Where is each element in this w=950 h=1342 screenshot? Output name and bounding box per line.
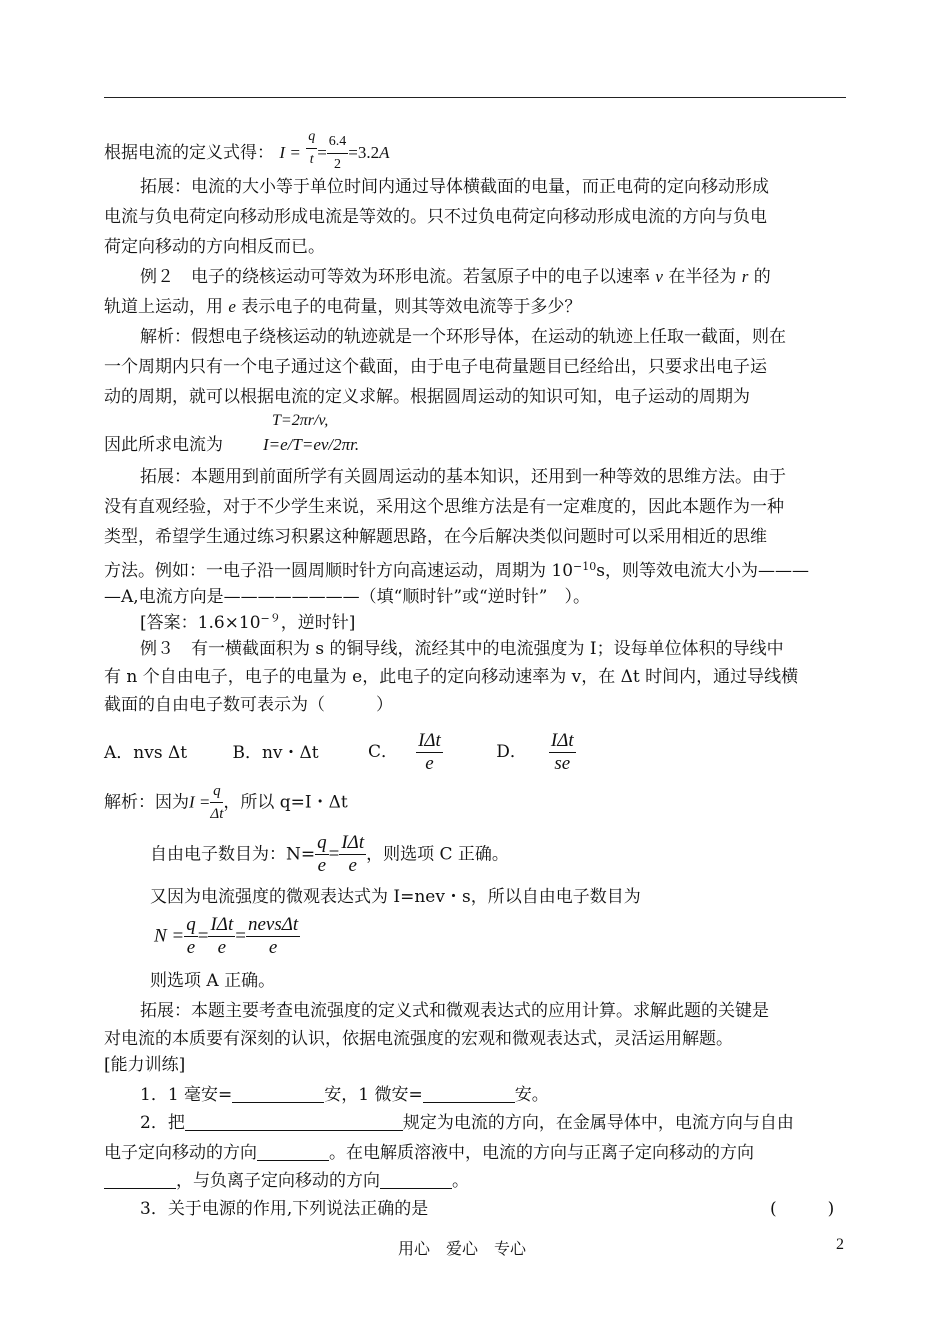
frac-num: q [210, 780, 223, 803]
current-line [104, 434, 359, 456]
frac-den: 2 [334, 157, 342, 172]
eq-lhs: I = [279, 143, 301, 162]
example3-line2: 有 n 个自由电子，电子的电量为 e，此电子的定向移动速率为 v，在 Δt 时间内，通过导线横 [104, 667, 799, 687]
frac-den: t [309, 152, 314, 167]
definition-line: 根据电流的定义式得： I = $\frac{q}{t}$ = $\frac{6.4}{2}$ =3.2A [104, 131, 390, 176]
ext1-line1: 拓展：电流的大小等于单位时间内通过导体横截面的电量，而正电荷的定向移动形成 [140, 177, 769, 197]
example2-line1 [140, 266, 771, 288]
frac-den: e [268, 937, 278, 958]
exponent: −９ [260, 612, 281, 625]
text: [答案：1.6×10 [140, 613, 261, 633]
text: 电子定向移动的方向 [104, 1143, 257, 1163]
footer-motto: 用心 爱心 专心 [398, 1239, 527, 1258]
choice-a-correct: 则选项 A 正确。 [150, 971, 276, 991]
answer-blank[interactable] [423, 1086, 515, 1103]
frac-num: q [317, 832, 327, 853]
text: 规定为电流的方向，在金属导体中，电流方向与自由 [402, 1113, 794, 1133]
frac-den: e [217, 937, 227, 958]
exponent: −10 [573, 560, 597, 573]
frac-num: 6.4 [327, 131, 349, 154]
question-2-line3 [104, 1170, 469, 1192]
ext3-line1: 拓展：本题主要考查电流强度的定义式和微观表达式的应用计算。求解此题的关键是 [140, 1001, 769, 1021]
period-equation: T=2πr/v, [272, 412, 329, 429]
frac-num: q [306, 126, 317, 149]
text: 的 [748, 267, 771, 287]
text: 。在电解质溶液中，电流的方向与正离子定向移动的方向 [329, 1143, 754, 1163]
frac-den: se [554, 753, 571, 774]
answer-blank[interactable] [380, 1172, 452, 1189]
answer-blank[interactable] [257, 1144, 329, 1161]
sol2-line3: 动的周期，就可以根据电流的定义求解。根据圆周运动的知识可知，电子运动的周期为 [104, 387, 750, 407]
text: ，所以 q=I・Δt [223, 792, 348, 813]
text: 解析：因为 [104, 792, 189, 813]
frac-den: Δt [210, 806, 224, 822]
text: 安。 [514, 1085, 549, 1105]
example2-line2 [104, 296, 581, 318]
text: s，则等效电流大小为——— [596, 561, 809, 581]
frac-num: nevsΔt [247, 914, 299, 935]
ext2-line2: 没有直观经验，对于不少学生来说，采用这个思维方法是有一定难度的，因此本题作为一种 [104, 497, 784, 517]
question-2-line2 [104, 1142, 754, 1164]
question-1 [140, 1084, 549, 1106]
text: 安，1 微安= [324, 1085, 423, 1105]
text: 因此所求电流为 [104, 435, 223, 455]
answer-blank[interactable] [232, 1086, 324, 1103]
sol2-line1: 解析：假想电子绕核运动的轨迹就是一个环形导体，在运动的轨迹上任取一截面，则在 [140, 327, 786, 347]
text: 2．把 [140, 1113, 185, 1133]
eq-lhs: N = [154, 925, 185, 947]
text: 。 [452, 1171, 469, 1191]
question-3: 3．关于电源的作用,下列说法正确的是 [140, 1199, 429, 1219]
text: 表示电子的电荷量，则其等效电流等于多少？ [235, 297, 582, 317]
var: r [741, 267, 749, 286]
text: 1．1 毫安= [140, 1085, 233, 1105]
text: ，则选项 C 正确。 [366, 844, 509, 865]
text: 方法。例如：一电子沿一圆周顺时针方向高速运动，周期为 10 [104, 561, 574, 581]
option-c [368, 730, 443, 775]
frac-den: e [425, 753, 434, 774]
eq-lhs: I = [189, 792, 211, 812]
answer-blank[interactable] [185, 1114, 403, 1131]
ext1-line3: 荷定向移动的方向相反而已。 [104, 237, 325, 257]
text: 轨道上运动，用 [104, 297, 229, 317]
page-number: 2 [836, 1236, 844, 1253]
ext2-line1: 拓展：本题用到前面所学有关圆周运动的基本知识，还用到一种等效的思维方法。由于 [140, 467, 786, 487]
big-equation: N = $\frac{q}{e}$ = $\frac{\text{IΔt}}{e}$ = $\frac{\text{nevsΔt}}{e}$ [154, 914, 299, 958]
var: e [228, 297, 236, 316]
frac-num: IΔt [418, 730, 441, 751]
free-electrons-line: 自由电子数目为：N= $\frac{q}{e}$ = $\frac{\text{IΔt}}{e}$ ，则选项 C 正确。 [150, 832, 509, 876]
option-a: A．nvs Δt [104, 742, 188, 763]
frac-num: IΔt [341, 832, 365, 853]
example3-line3: 截面的自由电子数可表示为（ ） [104, 695, 393, 715]
sol2-line2: 一个周期内只有一个电子通过这个截面，由于电子电荷量题目已经给出，只要求出电子运 [104, 357, 767, 377]
question-2-line1 [140, 1112, 794, 1134]
training-heading: [能力训练] [104, 1055, 186, 1075]
label: D． [496, 742, 527, 762]
text: 在半径为 [662, 267, 742, 287]
frac-den: e [317, 855, 327, 876]
option-d [496, 730, 575, 775]
frac-num: IΔt [550, 730, 574, 751]
frac-num: IΔt [210, 914, 234, 935]
ext1-line2: 电流与负电荷定向移动形成电流是等效的。只不过负电荷定向移动形成电流的方向与负电 [104, 207, 767, 227]
definition-text: 根据电流的定义式得： [104, 143, 274, 163]
question-3-paren: ( ) [770, 1199, 835, 1219]
frac-den: e [186, 937, 196, 958]
var: v [655, 267, 663, 286]
header-rule [104, 97, 846, 98]
frac-num: q [186, 914, 196, 935]
eq-unit: A [379, 143, 390, 162]
ext2-line4 [104, 556, 809, 582]
label: C． [368, 742, 399, 762]
text: 自由电子数目为：N= [150, 844, 316, 865]
options-line [104, 730, 576, 775]
text: 例２ 电子的绕核运动可等效为环形电流。若氢原子中的电子以速率 [140, 267, 656, 287]
eq-rhs: =3.2 [348, 143, 380, 162]
sol3-line [104, 780, 348, 825]
frac-den: e [348, 855, 357, 876]
ext3-line2: 对电流的本质要有深刻的认识，依据电流强度的宏观和微观表达式，灵活运用解题。 [104, 1029, 733, 1049]
micro-expression-line: 又因为电流强度的微观表达式为 I=nev・s，所以自由电子数目为 [150, 887, 641, 907]
example3-line1: 例３ 有一横截面积为 s 的铜导线，流经其中的电流强度为 I；设每单位体积的导线中 [140, 639, 784, 659]
ext2-line5: —A,电流方向是————————（填“顺时针”或“逆时针” ）。 [104, 587, 590, 607]
option-b: B．nv・Δt [232, 742, 319, 763]
ext2-line3: 类型，希望学生通过练习积累这种解题思路，在今后解决类似问题时可以采用相近的思维 [104, 527, 767, 547]
current-equation: I=e/T=ev/2πr. [263, 435, 360, 454]
text: ，与负离子定向移动的方向 [176, 1171, 380, 1191]
answer-line [140, 608, 355, 634]
answer-blank[interactable] [104, 1172, 176, 1189]
text: ，逆时针] [280, 613, 356, 633]
